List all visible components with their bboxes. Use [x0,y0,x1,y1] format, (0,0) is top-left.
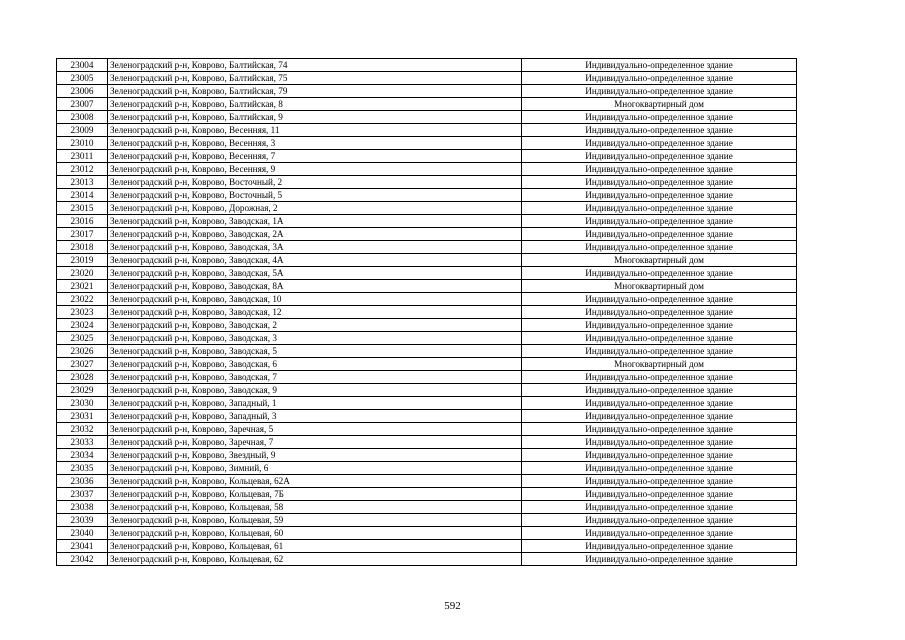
row-number-cell: 23007 [57,98,108,111]
table-row [57,371,797,384]
address-cell: Зеленоградский р-н, Коврово, Заводская, 4А [108,254,522,267]
address-cell: Зеленоградский р-н, Коврово, Заводская, 12 [108,306,522,319]
address-cell: Зеленоградский р-н, Коврово, Весенняя, 3 [108,137,522,150]
row-number-cell: 23026 [57,345,108,358]
address-cell: Зеленоградский р-н, Коврово, Заводская, 10 [108,293,522,306]
table-row [57,553,797,566]
building-type-cell: Индивидуально-определенное здание [522,163,797,176]
row-number-cell: 23040 [57,527,108,540]
row-number-cell: 23042 [57,553,108,566]
building-type-cell: Многоквартирный дом [522,254,797,267]
address-cell: Зеленоградский р-н, Коврово, Кольцевая, 62А [108,475,522,488]
table-row [57,449,797,462]
table-row [57,267,797,280]
building-type-cell: Индивидуально-определенное здание [522,345,797,358]
building-type-cell: Многоквартирный дом [522,358,797,371]
building-type-cell: Индивидуально-определенное здание [522,384,797,397]
row-number-cell: 23009 [57,124,108,137]
building-type-cell: Индивидуально-определенное здание [522,397,797,410]
row-number-cell: 23034 [57,449,108,462]
address-cell: Зеленоградский р-н, Коврово, Заводская, 1А [108,215,522,228]
building-type-cell: Индивидуально-определенное здание [522,137,797,150]
row-number-cell: 23028 [57,371,108,384]
building-type-cell: Индивидуально-определенное здание [522,306,797,319]
table-row [57,228,797,241]
table-row [57,332,797,345]
building-type-cell: Индивидуально-определенное здание [522,111,797,124]
building-type-cell: Индивидуально-определенное здание [522,514,797,527]
table-row [57,111,797,124]
address-cell: Зеленоградский р-н, Коврово, Балтийская, 9 [108,111,522,124]
table-row [57,254,797,267]
building-type-cell: Индивидуально-определенное здание [522,332,797,345]
table-row [57,280,797,293]
address-cell: Зеленоградский р-н, Коврово, Заводская, 7 [108,371,522,384]
building-type-cell: Многоквартирный дом [522,98,797,111]
row-number-cell: 23024 [57,319,108,332]
table-row [57,488,797,501]
address-cell: Зеленоградский р-н, Коврово, Кольцевая, 61 [108,540,522,553]
row-number-cell: 23017 [57,228,108,241]
row-number-cell: 23027 [57,358,108,371]
building-type-cell: Индивидуально-определенное здание [522,371,797,384]
address-cell: Зеленоградский р-н, Коврово, Заводская, 9 [108,384,522,397]
address-cell: Зеленоградский р-н, Коврово, Восточный, 2 [108,176,522,189]
table-row [57,202,797,215]
building-type-cell: Индивидуально-определенное здание [522,553,797,566]
page-number: 592 [444,600,461,612]
building-type-cell: Индивидуально-определенное здание [522,319,797,332]
address-cell: Зеленоградский р-н, Коврово, Западный, 3 [108,410,522,423]
table-row [57,124,797,137]
address-cell: Зеленоградский р-н, Коврово, Балтийская, 74 [108,59,522,72]
address-cell: Зеленоградский р-н, Коврово, Кольцевая, 60 [108,527,522,540]
address-cell: Зеленоградский р-н, Коврово, Дорожная, 2 [108,202,522,215]
address-cell: Зеленоградский р-н, Коврово, Кольцевая, 59 [108,514,522,527]
registry-table-body [57,59,797,566]
table-row [57,163,797,176]
row-number-cell: 23023 [57,306,108,319]
address-cell: Зеленоградский р-н, Коврово, Балтийская, 79 [108,85,522,98]
address-cell: Зеленоградский р-н, Коврово, Заводская, 3А [108,241,522,254]
table-row [57,436,797,449]
table-row [57,59,797,72]
address-cell: Зеленоградский р-н, Коврово, Западный, 1 [108,397,522,410]
address-cell: Зеленоградский р-н, Коврово, Заводская, 5А [108,267,522,280]
address-cell: Зеленоградский р-н, Коврово, Весенняя, 11 [108,124,522,137]
building-type-cell: Индивидуально-определенное здание [522,475,797,488]
table-row [57,319,797,332]
row-number-cell: 23031 [57,410,108,423]
building-type-cell: Индивидуально-определенное здание [522,215,797,228]
table-row [57,501,797,514]
table-row [57,306,797,319]
row-number-cell: 23012 [57,163,108,176]
address-cell: Зеленоградский р-н, Коврово, Заводская, 2А [108,228,522,241]
address-cell: Зеленоградский р-н, Коврово, Заводская, 6 [108,358,522,371]
building-type-cell: Индивидуально-определенное здание [522,488,797,501]
table-row [57,189,797,202]
row-number-cell: 23018 [57,241,108,254]
table-row [57,72,797,85]
row-number-cell: 23032 [57,423,108,436]
table-row [57,85,797,98]
building-type-cell: Индивидуально-определенное здание [522,501,797,514]
row-number-cell: 23006 [57,85,108,98]
building-type-cell: Индивидуально-определенное здание [522,202,797,215]
row-number-cell: 23036 [57,475,108,488]
table-row [57,527,797,540]
address-cell: Зеленоградский р-н, Коврово, Весенняя, 7 [108,150,522,163]
row-number-cell: 23015 [57,202,108,215]
building-registry-table [56,58,797,566]
table-row [57,98,797,111]
row-number-cell: 23025 [57,332,108,345]
building-type-cell: Индивидуально-определенное здание [522,189,797,202]
address-cell: Зеленоградский р-н, Коврово, Заводская, 5 [108,345,522,358]
address-cell: Зеленоградский р-н, Коврово, Звездный, 9 [108,449,522,462]
row-number-cell: 23008 [57,111,108,124]
address-cell: Зеленоградский р-н, Коврово, Восточный, 5 [108,189,522,202]
table-row [57,423,797,436]
building-type-cell: Индивидуально-определенное здание [522,176,797,189]
building-type-cell: Индивидуально-определенное здание [522,85,797,98]
row-number-cell: 23033 [57,436,108,449]
table-row [57,176,797,189]
row-number-cell: 23011 [57,150,108,163]
row-number-cell: 23030 [57,397,108,410]
table-row [57,475,797,488]
building-type-cell: Индивидуально-определенное здание [522,241,797,254]
row-number-cell: 23019 [57,254,108,267]
building-type-cell: Индивидуально-определенное здание [522,527,797,540]
building-type-cell: Индивидуально-определенное здание [522,267,797,280]
table-row [57,293,797,306]
row-number-cell: 23022 [57,293,108,306]
building-type-cell: Индивидуально-определенное здание [522,410,797,423]
building-type-cell: Индивидуально-определенное здание [522,150,797,163]
address-cell: Зеленоградский р-н, Коврово, Заречная, 5 [108,423,522,436]
building-type-cell: Многоквартирный дом [522,280,797,293]
building-type-cell: Индивидуально-определенное здание [522,72,797,85]
table-row [57,514,797,527]
building-type-cell: Индивидуально-определенное здание [522,449,797,462]
address-cell: Зеленоградский р-н, Коврово, Кольцевая, 62 [108,553,522,566]
table-row [57,540,797,553]
building-type-cell: Индивидуально-определенное здание [522,423,797,436]
address-cell: Зеленоградский р-н, Коврово, Весенняя, 9 [108,163,522,176]
row-number-cell: 23039 [57,514,108,527]
row-number-cell: 23035 [57,462,108,475]
row-number-cell: 23005 [57,72,108,85]
address-cell: Зеленоградский р-н, Коврово, Кольцевая, 58 [108,501,522,514]
table-row [57,410,797,423]
row-number-cell: 23029 [57,384,108,397]
table-row [57,150,797,163]
address-cell: Зеленоградский р-н, Коврово, Балтийская, 8 [108,98,522,111]
table-row [57,345,797,358]
address-cell: Зеленоградский р-н, Коврово, Балтийская, 75 [108,72,522,85]
address-cell: Зеленоградский р-н, Коврово, Кольцевая, 7Б [108,488,522,501]
row-number-cell: 23020 [57,267,108,280]
row-number-cell: 23004 [57,59,108,72]
address-cell: Зеленоградский р-н, Коврово, Заречная, 7 [108,436,522,449]
row-number-cell: 23041 [57,540,108,553]
building-type-cell: Индивидуально-определенное здание [522,436,797,449]
building-type-cell: Индивидуально-определенное здание [522,59,797,72]
address-cell: Зеленоградский р-н, Коврово, Заводская, 8А [108,280,522,293]
row-number-cell: 23013 [57,176,108,189]
building-type-cell: Индивидуально-определенное здание [522,293,797,306]
building-type-cell: Индивидуально-определенное здание [522,462,797,475]
address-cell: Зеленоградский р-н, Коврово, Зимний, 6 [108,462,522,475]
table-row [57,358,797,371]
row-number-cell: 23038 [57,501,108,514]
table-row [57,137,797,150]
row-number-cell: 23037 [57,488,108,501]
table-row [57,241,797,254]
address-cell: Зеленоградский р-н, Коврово, Заводская, 2 [108,319,522,332]
table-row [57,215,797,228]
building-type-cell: Индивидуально-определенное здание [522,228,797,241]
table-row [57,384,797,397]
row-number-cell: 23016 [57,215,108,228]
building-type-cell: Индивидуально-определенное здание [522,124,797,137]
row-number-cell: 23021 [57,280,108,293]
table-row [57,462,797,475]
row-number-cell: 23010 [57,137,108,150]
address-cell: Зеленоградский р-н, Коврово, Заводская, 3 [108,332,522,345]
building-type-cell: Индивидуально-определенное здание [522,540,797,553]
row-number-cell: 23014 [57,189,108,202]
table-row [57,397,797,410]
